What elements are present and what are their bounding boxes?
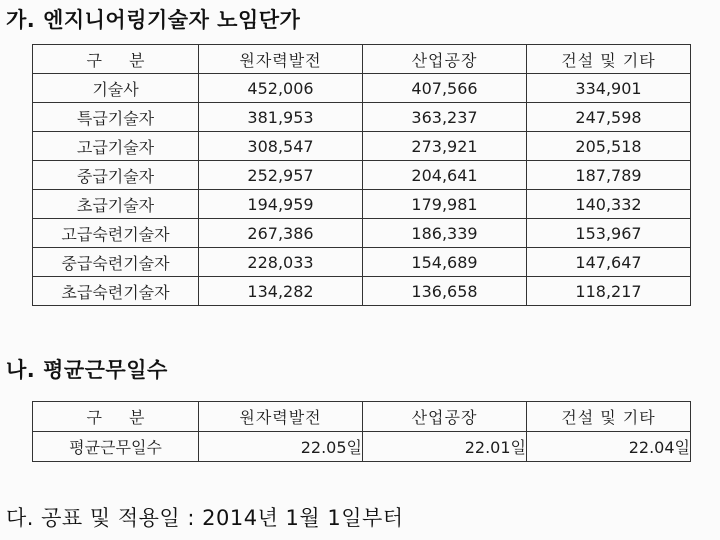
cell-nuclear: 134,282	[199, 277, 363, 306]
cell-nuclear: 194,959	[199, 190, 363, 219]
table-row	[33, 74, 691, 103]
row-label: 기술사	[33, 74, 199, 103]
row-label: 평균근무일수	[33, 432, 199, 462]
cell-industrial: 22.01일	[363, 432, 527, 462]
row-label: 초급기술자	[33, 190, 199, 219]
cell-nuclear: 228,033	[199, 248, 363, 277]
cell-construction: 247,598	[527, 103, 691, 132]
cell-nuclear: 267,386	[199, 219, 363, 248]
table-row	[33, 248, 691, 277]
cell-construction: 118,217	[527, 277, 691, 306]
header-construction: 건설 및 기타	[527, 402, 691, 432]
cell-industrial: 154,689	[363, 248, 527, 277]
section-b-heading: 나. 평균근무일수	[6, 358, 168, 382]
cell-industrial: 273,921	[363, 132, 527, 161]
cell-nuclear: 22.05일	[199, 432, 363, 462]
row-label: 중급숙련기술자	[33, 248, 199, 277]
cell-construction: 187,789	[527, 161, 691, 190]
cell-nuclear: 381,953	[199, 103, 363, 132]
table-row	[33, 190, 691, 219]
cell-construction: 22.04일	[527, 432, 691, 462]
cell-nuclear: 308,547	[199, 132, 363, 161]
cell-nuclear: 252,957	[199, 161, 363, 190]
section-c-heading: 다. 공표 및 적용일 : 2014년 1월 1일부터	[6, 506, 404, 530]
cell-industrial: 204,641	[363, 161, 527, 190]
table-row	[33, 277, 691, 306]
table-row	[33, 161, 691, 190]
table-row	[33, 103, 691, 132]
table-row	[33, 219, 691, 248]
table-row	[33, 432, 691, 462]
header-nuclear: 원자력발전	[199, 45, 363, 74]
cell-industrial: 407,566	[363, 74, 527, 103]
header-nuclear: 원자력발전	[199, 402, 363, 432]
cell-industrial: 136,658	[363, 277, 527, 306]
cell-construction: 334,901	[527, 74, 691, 103]
row-label: 고급숙련기술자	[33, 219, 199, 248]
header-category: 구 분	[33, 45, 199, 74]
cell-construction: 153,967	[527, 219, 691, 248]
header-category: 구 분	[33, 402, 199, 432]
cell-industrial: 186,339	[363, 219, 527, 248]
header-industrial: 산업공장	[363, 402, 527, 432]
table-row	[33, 132, 691, 161]
row-label: 특급기술자	[33, 103, 199, 132]
row-label: 초급숙련기술자	[33, 277, 199, 306]
cell-industrial: 363,237	[363, 103, 527, 132]
cell-construction: 147,647	[527, 248, 691, 277]
working-days-header-row	[33, 402, 691, 432]
row-label: 고급기술자	[33, 132, 199, 161]
cell-construction: 205,518	[527, 132, 691, 161]
wage-table-header-row	[33, 45, 691, 74]
header-industrial: 산업공장	[363, 45, 527, 74]
header-construction: 건설 및 기타	[527, 45, 691, 74]
cell-industrial: 179,981	[363, 190, 527, 219]
row-label: 중급기술자	[33, 161, 199, 190]
cell-nuclear: 452,006	[199, 74, 363, 103]
working-days-table	[32, 401, 691, 462]
cell-construction: 140,332	[527, 190, 691, 219]
wage-table	[32, 44, 691, 306]
section-a-heading: 가. 엔지니어링기술자 노임단가	[6, 8, 301, 32]
